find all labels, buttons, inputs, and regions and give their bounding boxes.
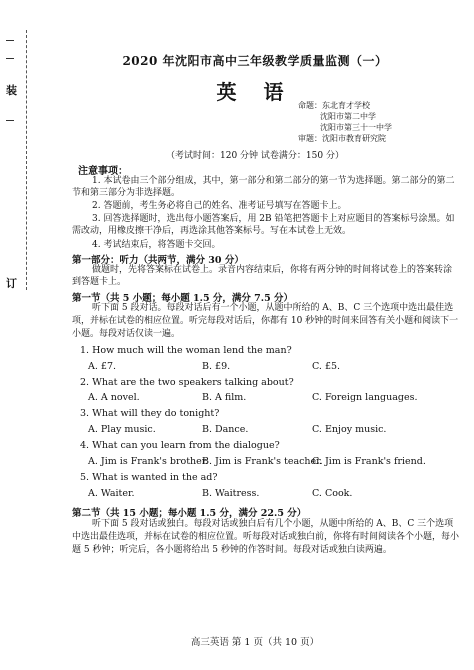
option-a: A. Play music. <box>88 424 156 435</box>
question-stem: 1. How much will the woman lend the man? <box>80 345 292 356</box>
question-stem: 3. What will they do tonight? <box>80 408 220 419</box>
option-a: A. Waiter. <box>88 488 135 499</box>
section2-title: 第二节（共 15 小题；每小题 1.5 分，满分 22.5 分） <box>72 508 307 519</box>
part1-title: 第一部分：听力（共两节，满分 30 分） <box>72 255 244 266</box>
option-b: B. Dance. <box>202 424 249 435</box>
option-c: C. £5. <box>312 361 341 372</box>
option-b: B. Waitress. <box>202 488 260 499</box>
notice-item: 2. 答题前，考生务必将自己的姓名、准考证号填写在答题卡上。 <box>92 201 347 211</box>
exam-timing: （考试时间：120 分钟 试卷满分：150 分） <box>166 151 344 161</box>
binding-dashed-line <box>26 30 27 290</box>
author-line: 命题：东北育才学校 <box>298 101 370 110</box>
notice-item: 3. 回答选择题时，选出每小题答案后，用 2B 铅笔把答题卡上对应题目的答案标号涂黑。如需改动，用橡皮擦干净后，再选涂其他答案标号。写在本试卷上无效。 <box>72 214 455 236</box>
option-b: B. Jim is Frank's teacher. <box>202 456 323 467</box>
option-a: A. Jim is Frank's brother. <box>88 456 209 467</box>
option-c: C. Enjoy music. <box>312 424 387 435</box>
page-footer: 高三英语 第 1 页（共 10 页） <box>190 637 320 648</box>
section1-title: 第一节（共 5 小题；每小题 1.5 分，满分 7.5 分） <box>72 293 294 304</box>
option-a: A. A novel. <box>88 392 140 403</box>
binding-tick <box>6 40 14 41</box>
author-line: 审题：沈阳市教育研究院 <box>298 134 386 143</box>
exam-title: 2020 年沈阳市高中三年级教学质量监测（一） <box>122 54 388 68</box>
binding-char-ding: 订 <box>6 277 17 290</box>
exam-page <box>50 0 460 670</box>
notice-item: 1. 本试卷由三个部分组成，其中，第一部分和第二部分的第一节为选择题。第二部分的第二节和第三部分为非选择题。 <box>72 176 455 198</box>
part1-intro: 做题时，先将答案标在试卷上。录音内容结束后，你将有两分钟的时间将试卷上的答案转涂到答题卡上。 <box>72 265 453 287</box>
binding-tick <box>6 58 14 59</box>
option-b: B. A film. <box>202 392 247 403</box>
notice-item: 4. 考试结束后，将答题卡交回。 <box>92 240 221 250</box>
section1-instructions: 听下面 5 段对话。每段对话后有一个小题，从题中所给的 A、B、C 三个选项中选出最佳选项，并标在试卷的相应位置。听完每段对话后，你都有 10 秒钟的时间来回答有关小题和阅读下一小题。每段对话仅读一遍。 <box>72 303 459 339</box>
author-block <box>298 100 392 144</box>
option-b: B. £9. <box>202 361 231 372</box>
author-line: 沈阳市第三十一中学 <box>320 123 392 132</box>
option-c: C. Jim is Frank's friend. <box>312 456 426 467</box>
option-c: C. Cook. <box>312 488 353 499</box>
question-stem: 4. What can you learn from the dialogue? <box>80 440 280 451</box>
option-a: A. £7. <box>88 361 117 372</box>
notice-title: 注意事项： <box>78 166 128 177</box>
author-line: 沈阳市第二中学 <box>320 112 376 121</box>
binding-margin <box>0 0 40 670</box>
subject-heading: 英 语 <box>216 80 294 104</box>
question-stem: 2. What are the two speakers talking about? <box>80 377 294 388</box>
binding-char-zhuang: 装 <box>6 84 17 97</box>
question-stem: 5. What is wanted in the ad? <box>80 472 218 483</box>
section2-instructions: 听下面 5 段对话或独白。每段对话或独白后有几个小题，从题中所给的 A、B、C 三个选项中选出最佳选项，并标在试卷的相应位置。听每段对话或独白前，你将有时间阅读各个小题，每小题 5 秒钟；听完后，各小题将给出 5 秒钟的作答时间。每段对话或独白读两遍。 <box>72 519 460 555</box>
binding-tick <box>6 120 14 121</box>
option-c: C. Foreign languages. <box>312 392 418 403</box>
